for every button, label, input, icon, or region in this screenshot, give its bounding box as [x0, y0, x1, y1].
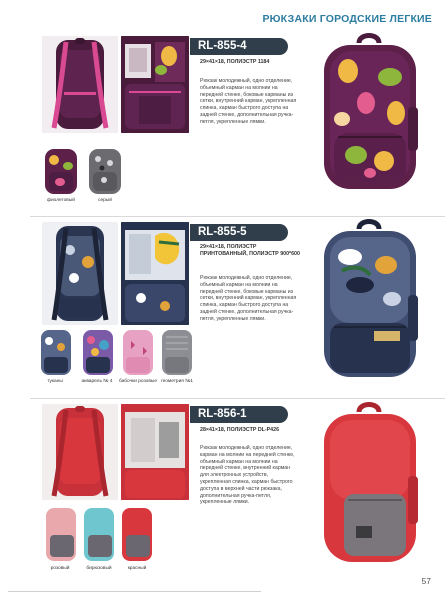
color-label: розовый [50, 566, 70, 571]
color-label: акварель № 4 [81, 379, 113, 384]
product-photo-main [304, 33, 434, 193]
product-photo-interior [121, 404, 189, 500]
product-photo-back [42, 222, 118, 325]
color-swatch-geometry[interactable] [158, 327, 196, 377]
color-swatch-pink-butterflies[interactable] [119, 327, 157, 377]
color-swatch-red[interactable] [118, 505, 156, 563]
product-spec: 28×41×18, ПОЛИЭСТР DL-P426 [200, 427, 280, 433]
color-swatch-watercolor[interactable] [79, 327, 117, 377]
color-label: туканы [47, 379, 63, 384]
color-swatch-toucans[interactable] [37, 327, 75, 377]
section-divider [30, 398, 445, 399]
product-description: Рюкзак молодежный, одно отделение, карман на молнии на передней стенке, объемный карман на молнии на передней стенке, внутренний карман для электронных устройств, укрепленная спинка, карман быстрого доступа в верхней части рюкзака, дополнительная ручка-петля, укрепленные лямки. [200, 445, 295, 506]
section-divider [30, 216, 445, 217]
color-label: бабочки розовые [119, 379, 157, 384]
model-tab: RL-855-5 [190, 224, 288, 241]
color-label: серый [98, 198, 112, 203]
product-photo-back [42, 404, 118, 500]
product-description: Рюкзак молодежный, одно отделение, объемный карман на молнии на передней стенке, боковые карманы из сетки, внутренний карман, укрепленная спинка, карман быстрого доступа на задней стенке, дополнительная ручка-петля, укрепленные лямки. [200, 275, 297, 322]
product-photo-back [42, 36, 118, 133]
product-photo-main [304, 402, 434, 566]
model-tab: RL-856-1 [190, 406, 288, 423]
product-spec: 29×41×18, ПОЛИЭСТР ПРИНТОВАННЫЙ, ПОЛИЭСТР 900*600 [200, 244, 300, 257]
color-label: бирюзовый [86, 566, 112, 571]
product-photo-interior [121, 222, 189, 325]
product-photo-interior [121, 36, 189, 133]
product-spec: 29×41×18, ПОЛИЭСТР 1184 [200, 59, 270, 65]
color-label: геометрия №1 [160, 379, 194, 384]
product-photo-main [304, 219, 434, 381]
color-swatch-grey[interactable] [84, 146, 126, 196]
color-swatch-turquoise[interactable] [80, 505, 118, 563]
color-swatch-pink[interactable] [42, 505, 80, 563]
color-label: красный [127, 566, 147, 571]
product-description: Рюкзак молодежный, одно отделение, объемный карман на молнии на передней стенке, боковые карманы из сетки, внутренний карман, укрепленная спинка, карман быстрого доступа на задней стенке, дополнительная ручка-петля, укрепленные лямки. [200, 78, 297, 125]
footer-rule [8, 591, 261, 592]
page-heading: РЮКЗАКИ ГОРОДСКИЕ ЛЕГКИЕ [262, 13, 432, 25]
model-tab: RL-855-4 [190, 38, 288, 55]
color-label: фиолетовый [47, 198, 75, 203]
page-number: 57 [421, 576, 431, 586]
color-swatch-violet[interactable] [40, 146, 82, 196]
